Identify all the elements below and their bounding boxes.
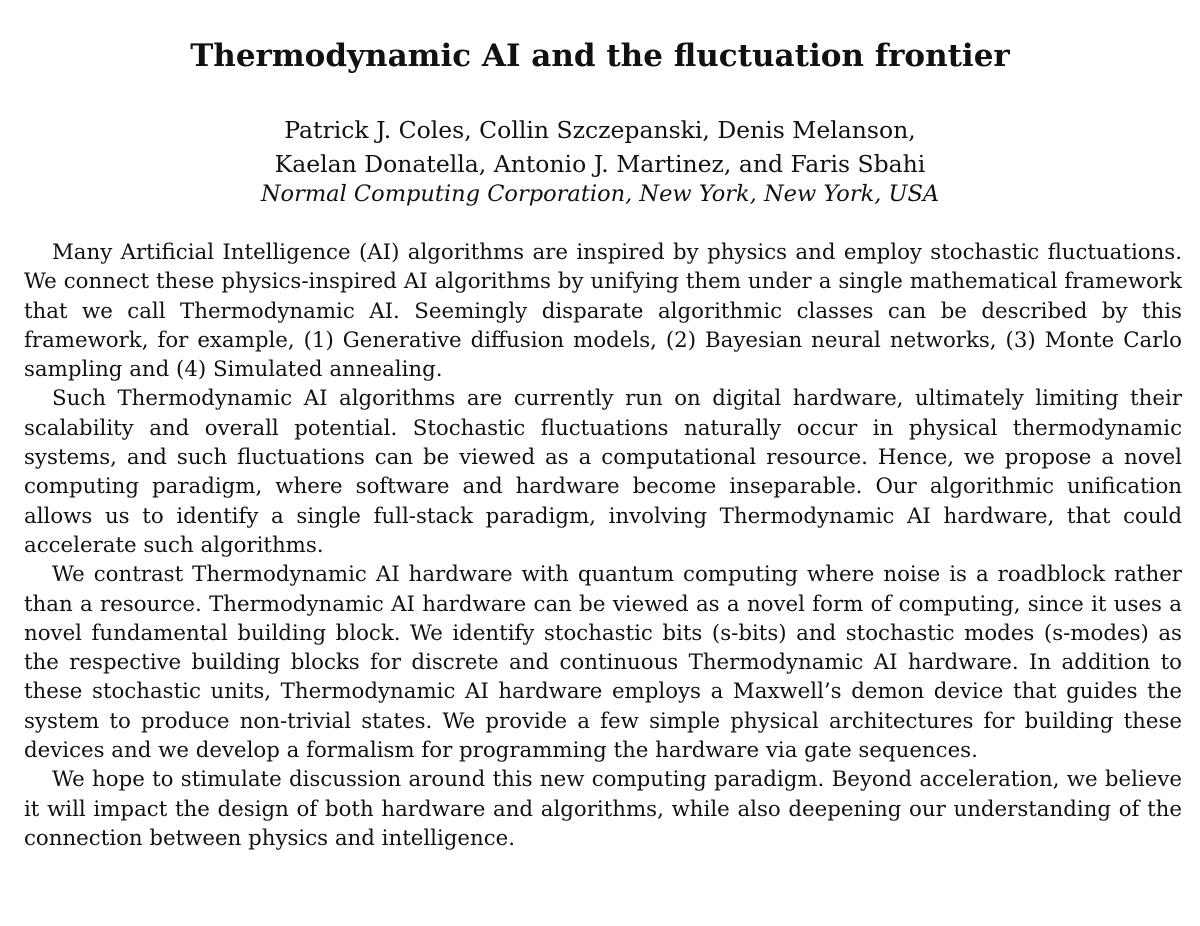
paper-title: Thermodynamic AI and the fluctuation frontier xyxy=(190,38,1010,74)
abstract xyxy=(24,238,1182,853)
abstract-paragraph-4: We hope to stimulate discussion around this new computing paradigm. Beyond acceleration, we believe it will impact the design of both hardware and algorithms, while also deepening our understanding of the connection between physics and intelligence. xyxy=(24,767,1182,851)
author-line-2: Kaelan Donatella, Antonio J. Martinez, and Faris Sbahi xyxy=(274,150,926,178)
abstract-paragraph-2: Such Thermodynamic AI algorithms are currently run on digital hardware, ultimately limiting their scalability and overall potential. Stochastic fluctuations naturally occur in physical thermodynamic systems, and such fluctuations can be viewed as a computational resource. Hence, we propose a novel computing paradigm, where software and hardware become inseparable. Our algorithmic unification allows us to identify a single full-stack paradigm, involving Thermodynamic AI hardware, that could accelerate such algorithms. xyxy=(24,386,1182,558)
abstract-paragraph-1: Many Artificial Intelligence (AI) algorithms are inspired by physics and employ stochastic fluctuations. We connect these physics-inspired AI algorithms by unifying them under a single mathematical framework that we call Thermodynamic AI. Seemingly disparate algorithmic classes can be described by this framework, for example, (1) Generative diffusion models, (2) Bayesian neural networks, (3) Monte Carlo sampling and (4) Simulated annealing. xyxy=(24,240,1182,383)
author-block xyxy=(0,113,1200,209)
author-line-1: Patrick J. Coles, Collin Szczepanski, Denis Melanson, xyxy=(284,116,916,144)
abstract-paragraph-3: We contrast Thermodynamic AI hardware with quantum computing where noise is a roadblock rather than a resource. Thermodynamic AI hardware can be viewed as a novel form of computing, since it uses a novel fundamental building block. We identify stochastic bits (s-bits) and stochastic modes (s-modes) as the respective building blocks for discrete and continuous Thermodynamic AI hardware. In addition to these stochastic units, Thermodynamic AI hardware employs a Maxwell’s demon device that guides the system to produce non-trivial states. We provide a few simple physical architectures for building these devices and we develop a formalism for programming the hardware via gate sequences. xyxy=(24,562,1182,764)
affiliation: Normal Computing Corporation, New York, New York, USA xyxy=(260,181,940,207)
